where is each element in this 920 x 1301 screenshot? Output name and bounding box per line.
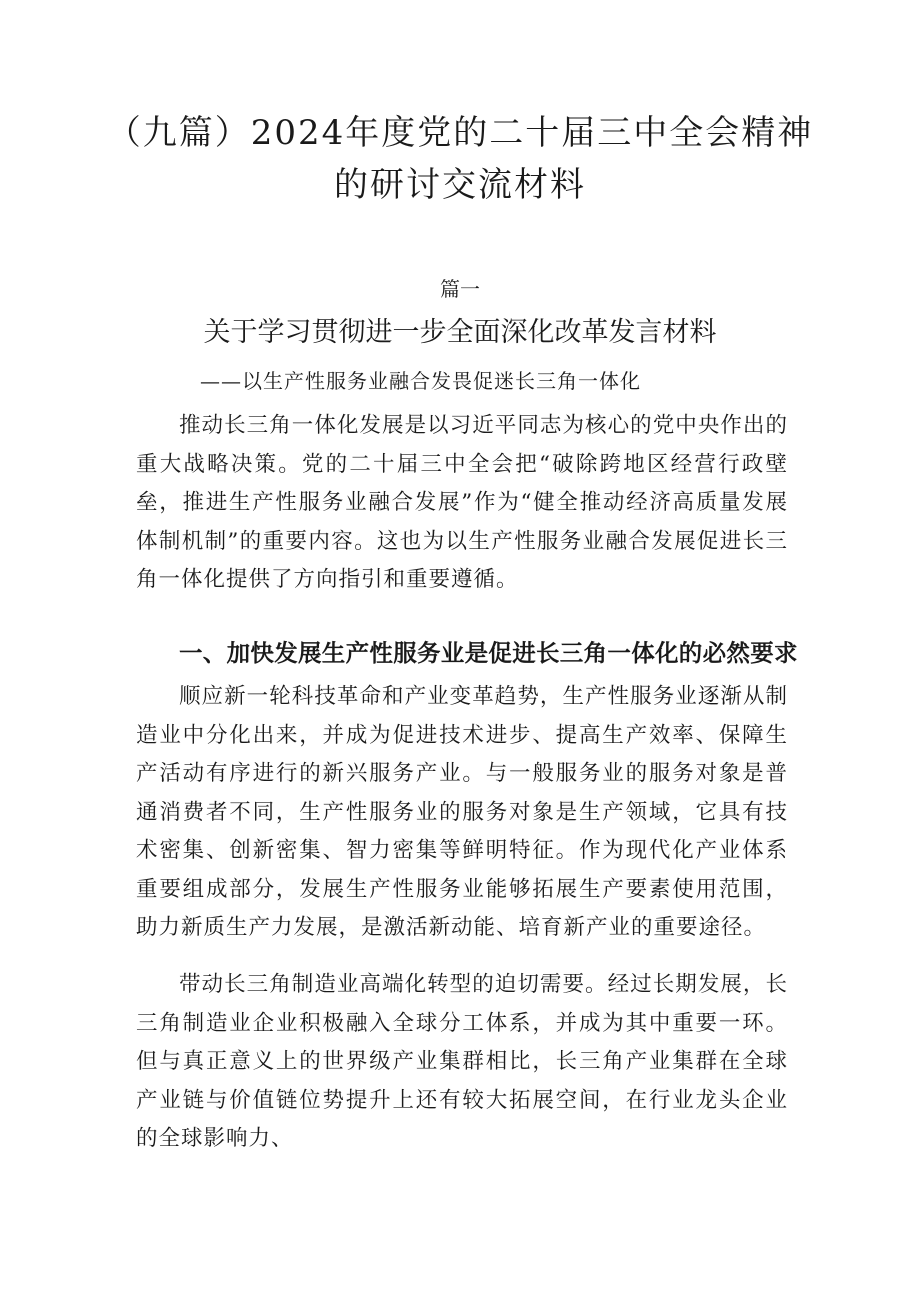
speech-subtitle: ——以生产性服务业融合发畏促迷长三角一体化 (200, 369, 641, 393)
document-title-line-2: 的研讨交流材料 (334, 165, 586, 205)
speech-title: 关于学习贯彻进一步全面深化改革发言材料 (203, 317, 717, 348)
paragraph-section-2: 带动长三角制造业高端化转型的迫切需要。经过长期发展，长三角制造业企业积极融入全球分工体系，并成为其中重要一环。但与真正意义上的世界级产业集群相比，长三角产业集群在全球产业链与价值链位势提升上还有较大拓展空间，在行业龙头企业的全球影响力、 (136, 972, 788, 1151)
paragraph-section-1: 顺应新一轮科技革命和产业变革趋势，生产性服务业逐渐从制造业中分化出来，并成为促进技术进步、提高生产效率、保障生产活动有序进行的新兴服务产业。与一般服务业的服务对象是普通消费者不同，生产性服务业的服务对象是生产领域，它具有技术密集、创新密集、智力密集等鲜明特征。作为现代化产业体系重要组成部分，发展生产性服务业能够拓展生产要素使用范围，助力新质生产力发展，是激活新动能、培育新产业的重要途径。 (136, 684, 788, 940)
section-heading-1: 一、加快发展生产性服务业是促进长三角一体化的必然要求 (179, 639, 798, 667)
document-title-line-1: （九篇）2024年度党的二十届三中全会精神 (106, 113, 814, 153)
part-label: 篇一 (440, 277, 480, 301)
paragraph-intro: 推动长三角一体化发展是以习近平同志为核心的党中央作出的重大战略决策。党的二十届三中全会把“破除跨地区经营行政壁垒，推进生产性服务业融合发展”作为“健全推动经济高质量发展体制机制”的重要内容。这也为以生产性服务业融合发展促进长三角一体化提供了方向指引和重要遵循。 (136, 413, 788, 592)
